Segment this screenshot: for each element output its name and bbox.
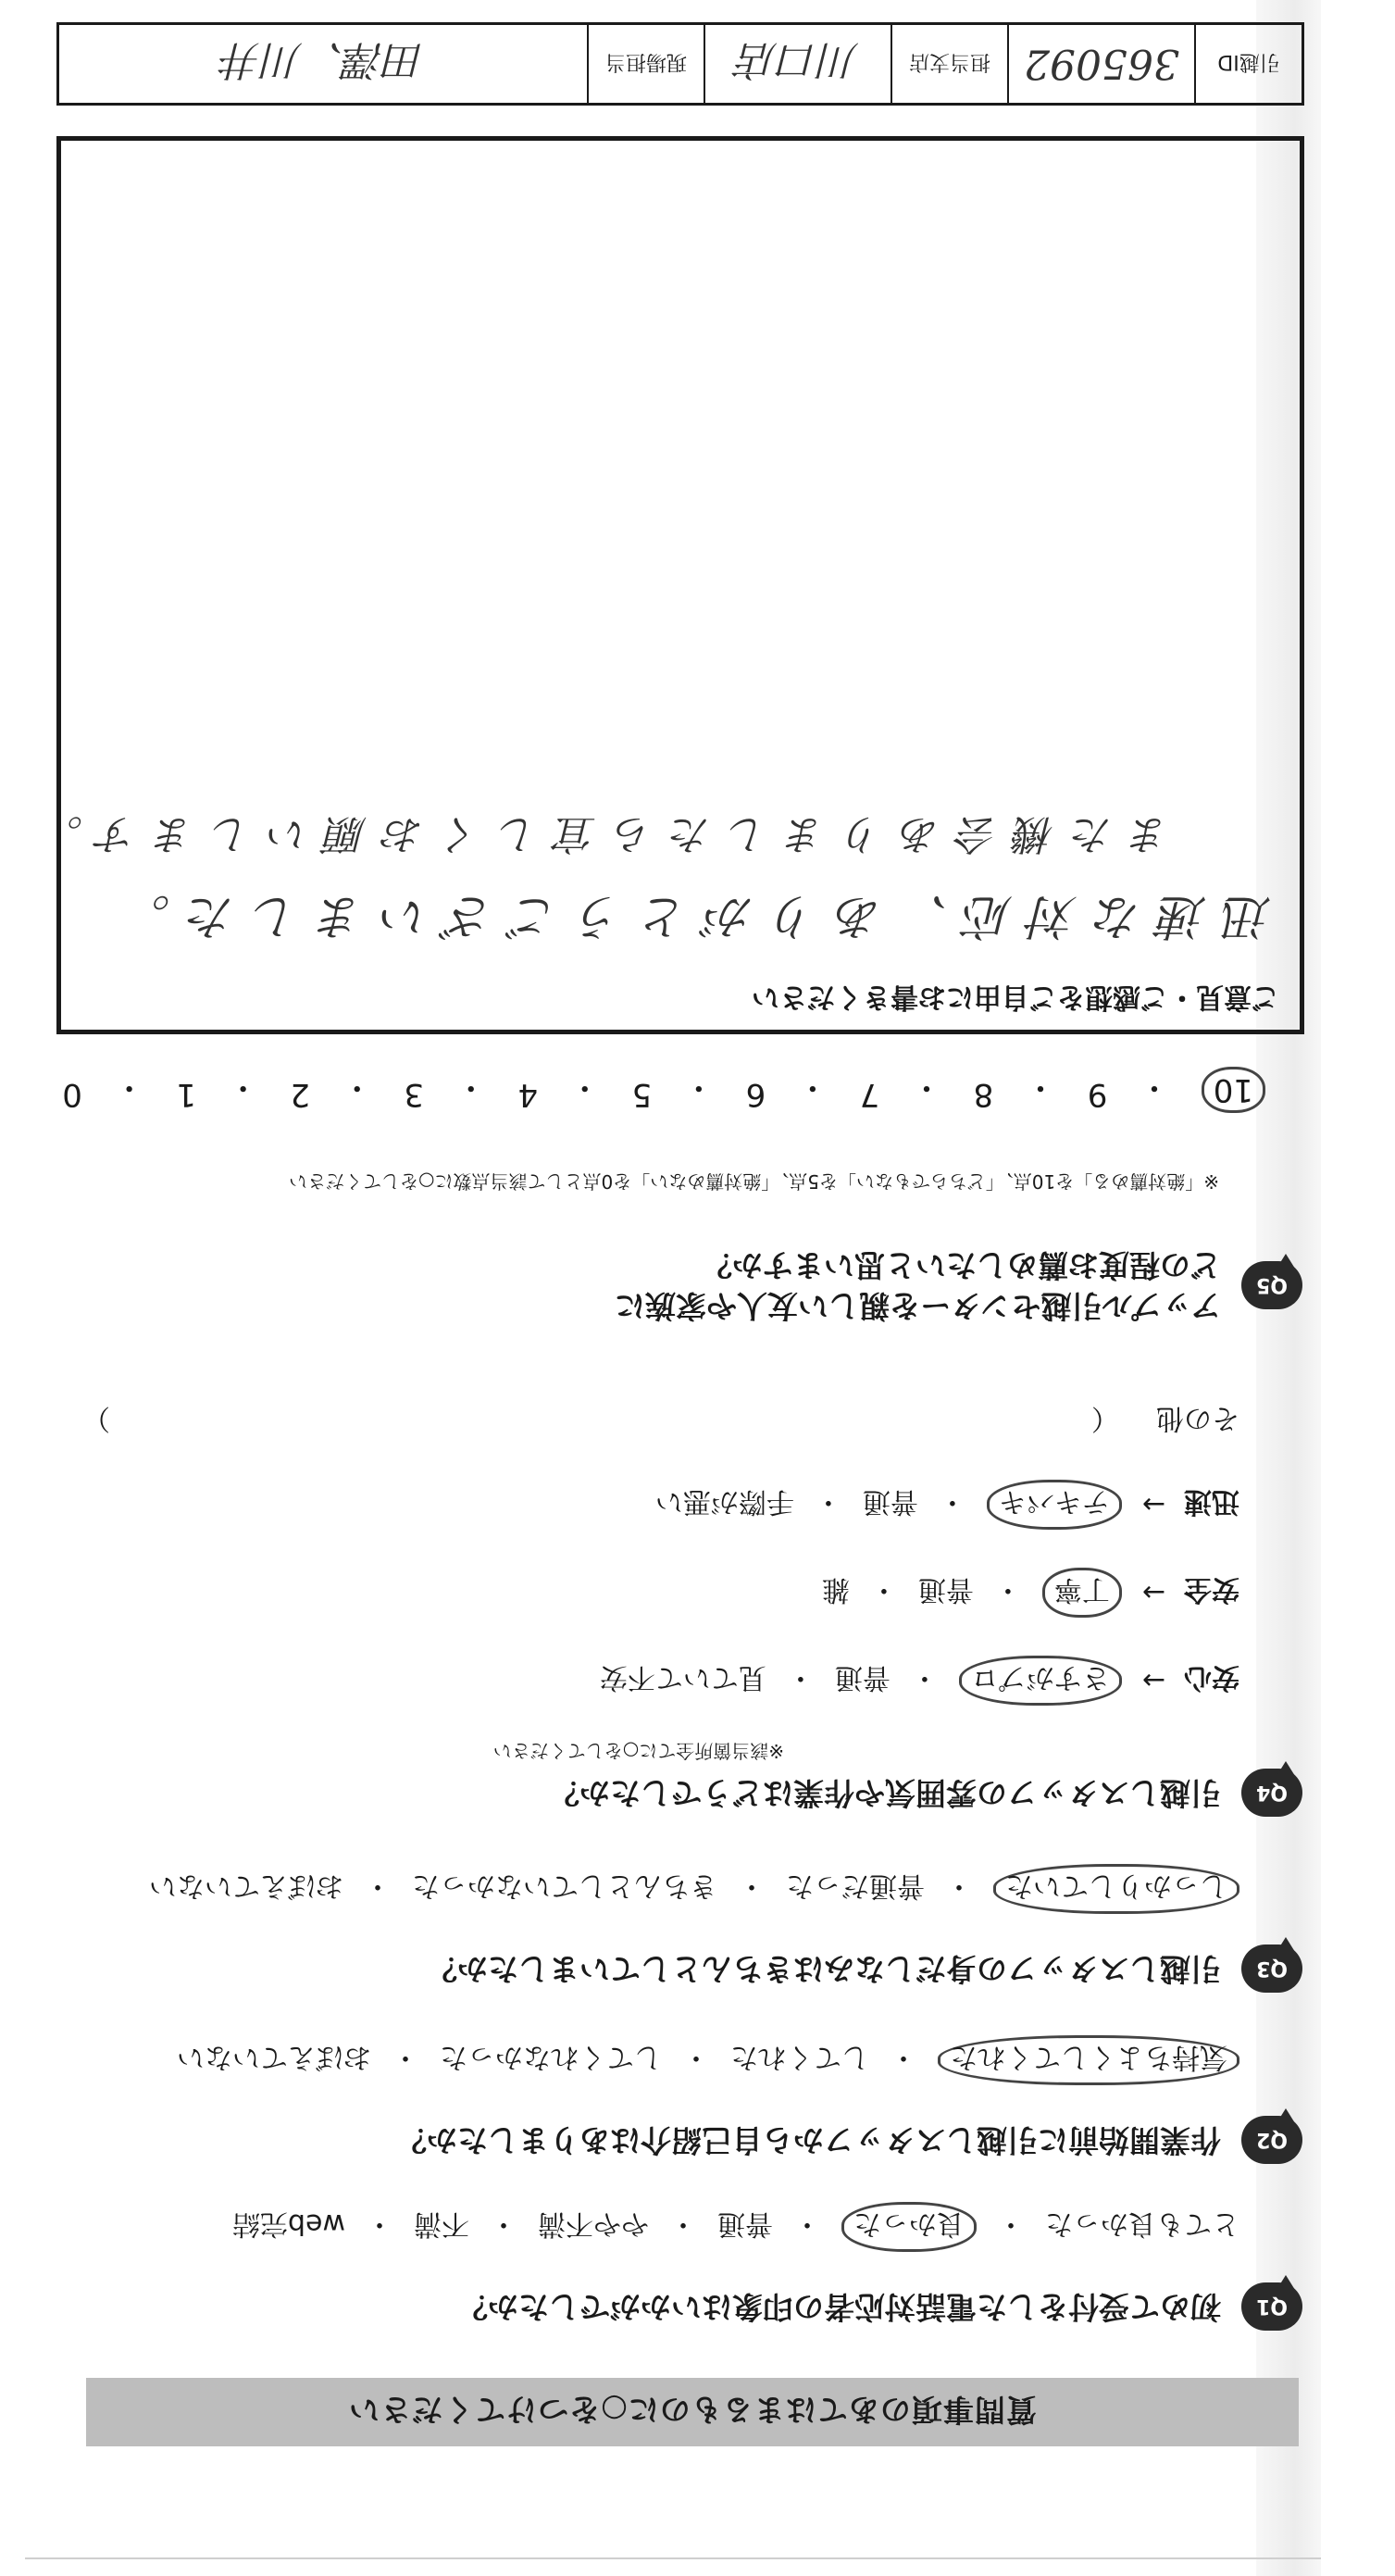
q4-option-selected[interactable]: さすがプロ xyxy=(959,1656,1122,1706)
q1-options: とても良かった ・ 良かった ・ 普通 ・ やや不満 ・ 不満 ・ web完結 xyxy=(232,2202,1239,2252)
q2-option-selected[interactable]: 気持ちよくしてくれた xyxy=(938,2035,1239,2085)
q4-option[interactable]: 普通 xyxy=(917,1573,974,1606)
scale-option[interactable]: 5 xyxy=(631,1076,653,1113)
divider xyxy=(25,2557,1321,2559)
other-close-paren: ） xyxy=(82,1402,110,1434)
id-table xyxy=(56,22,1304,106)
q4-option[interactable]: 雑 xyxy=(821,1573,850,1606)
q2-options: 気持ちよくしてくれた ・ してくれた ・ してくれなかった ・ おぼえていない xyxy=(177,2035,1239,2085)
q2-option[interactable]: してくれた xyxy=(730,2041,869,2073)
q1-option-selected[interactable]: 良かった xyxy=(841,2202,977,2252)
scale-dot: ・ xyxy=(113,1069,145,1106)
q3-option[interactable]: おぼえていない xyxy=(149,1869,343,1902)
staff-value[interactable]: 田澤、川井 xyxy=(221,36,425,83)
row-label: 安心 xyxy=(1184,1661,1239,1694)
q1-option[interactable]: やや不満 xyxy=(538,2207,649,2240)
handwritten-line: 迅速な対応、ありがとうございました。 xyxy=(105,888,1272,944)
scale-option-selected[interactable]: 10 xyxy=(1202,1067,1265,1113)
question-badge: Q3 xyxy=(1241,1945,1302,1993)
scale-dot: ・ xyxy=(455,1069,487,1106)
question-text: 初めて受付をした電話対応者の印象はいかがでしたか？ xyxy=(457,2289,1221,2325)
other-open-paren: （ xyxy=(1091,1402,1119,1434)
staff-label: 現場担当 xyxy=(587,25,704,103)
comment-title: ご意見・ご感想をご自由にお書きください xyxy=(752,981,1279,1013)
q4-row-anshin: 安心 → さすがプロ ・ 普通 ・ 見ていて不安 xyxy=(600,1656,1239,1706)
q2-option[interactable]: してくれなかった xyxy=(440,2041,662,2073)
q3-option-selected[interactable]: しっかりしていた xyxy=(993,1864,1239,1914)
question-text: 引越しスタッフの身だしなみはきちんとしていましたか？ xyxy=(427,1951,1221,1987)
arrow-icon: → xyxy=(1141,1664,1165,1697)
q1-option[interactable]: 不満 xyxy=(414,2207,469,2240)
scale-option[interactable]: 8 xyxy=(973,1076,994,1113)
row-label: 迅速 xyxy=(1184,1485,1239,1518)
question-text xyxy=(615,1244,1221,1326)
q3-option[interactable]: きちんとしていなかった xyxy=(412,1869,717,1902)
scale-option[interactable]: 0 xyxy=(62,1076,82,1113)
q5-scale xyxy=(62,1067,1265,1113)
scale-dot: ・ xyxy=(341,1069,373,1106)
scale-option[interactable]: 7 xyxy=(859,1076,880,1113)
q1-option[interactable]: 普通 xyxy=(717,2207,773,2240)
question-text-line: アップル引越センターを親しい友人や家族に xyxy=(614,1288,1221,1324)
branch-label: 担当支店 xyxy=(891,25,1007,103)
q5-note: ※「絶対薦める」を10点、「どちらでもない」を5点、「絶対薦めない」を0点として該当点数に○をしてください xyxy=(289,1170,1219,1193)
instructions-banner: 質問事項のあてはまるものに○をつけてください xyxy=(86,2378,1299,2446)
arrow-icon: → xyxy=(1141,1488,1165,1521)
question-text-line: どの程度お薦めしたいと思いますか？ xyxy=(702,1247,1221,1283)
q4-row-jinsoku: 迅速 → テキパキ ・ 普通 ・ 手際が悪い xyxy=(655,1480,1239,1530)
scale-option[interactable]: 1 xyxy=(176,1076,196,1113)
question-badge: Q2 xyxy=(1241,2116,1302,2164)
question-4 xyxy=(549,1769,1302,1817)
question-badge: Q1 xyxy=(1241,2282,1302,2331)
row-label: 安全 xyxy=(1184,1573,1239,1606)
q4-option[interactable]: 普通 xyxy=(834,1661,891,1694)
q4-other xyxy=(82,1401,1239,1442)
question-badge: Q4 xyxy=(1241,1769,1302,1817)
scale-dot: ・ xyxy=(796,1069,828,1106)
scale-option[interactable]: 2 xyxy=(290,1076,310,1113)
q4-row-anzen: 安全 → 丁寧 ・ 普通 ・ 雑 xyxy=(822,1568,1239,1618)
q3-options: しっかりしていた ・ 普通だった ・ きちんとしていなかった ・ おぼえていない xyxy=(149,1864,1239,1914)
q4-note: ※該当箇所全てに○をしてください xyxy=(492,1740,784,1762)
scale-option[interactable]: 9 xyxy=(1087,1076,1108,1113)
comment-box[interactable] xyxy=(25,136,1304,1034)
question-3 xyxy=(427,1945,1302,1993)
scale-dot: ・ xyxy=(910,1069,942,1106)
scale-dot: ・ xyxy=(682,1069,715,1106)
branch-value[interactable]: 川口店 xyxy=(704,25,891,103)
scale-option[interactable]: 6 xyxy=(745,1076,766,1113)
question-text: 引越しスタッフの雰囲気や作業はどうでしたか？ xyxy=(549,1775,1221,1811)
q4-option[interactable]: 普通 xyxy=(862,1485,918,1518)
scale-option[interactable]: 4 xyxy=(517,1076,539,1113)
id-label: 引越ID xyxy=(1194,25,1302,103)
q1-option[interactable]: web完結 xyxy=(231,2207,345,2240)
q1-option[interactable]: とても良かった xyxy=(1045,2207,1239,2240)
question-2 xyxy=(396,2116,1302,2164)
question-text: 作業開始前に引越しスタッフから自己紹介はありましたか？ xyxy=(396,2122,1221,2158)
question-5 xyxy=(615,1244,1302,1326)
q4-option[interactable]: 見ていて不安 xyxy=(599,1661,766,1694)
handwritten-line: また機会ありましたら宜しくお願いします。 xyxy=(25,810,1170,857)
question-badge: Q5 xyxy=(1241,1261,1302,1309)
q4-option[interactable]: 手際が悪い xyxy=(654,1485,794,1518)
arrow-icon: → xyxy=(1141,1576,1165,1609)
q4-option-selected[interactable]: テキパキ xyxy=(987,1480,1122,1530)
q4-option-selected[interactable]: 丁寧 xyxy=(1042,1568,1122,1618)
question-1 xyxy=(457,2282,1302,2331)
id-value[interactable]: 365092 xyxy=(1007,25,1194,103)
scale-option[interactable]: 3 xyxy=(404,1076,425,1113)
other-label: その他 xyxy=(1156,1402,1239,1434)
scale-dot: ・ xyxy=(227,1069,259,1106)
scale-dot: ・ xyxy=(1024,1069,1056,1106)
scale-dot: ・ xyxy=(1139,1069,1171,1106)
q2-option[interactable]: おぼえていない xyxy=(177,2041,371,2073)
q3-option[interactable]: 普通だった xyxy=(786,1869,925,1902)
scale-dot: ・ xyxy=(568,1069,601,1106)
